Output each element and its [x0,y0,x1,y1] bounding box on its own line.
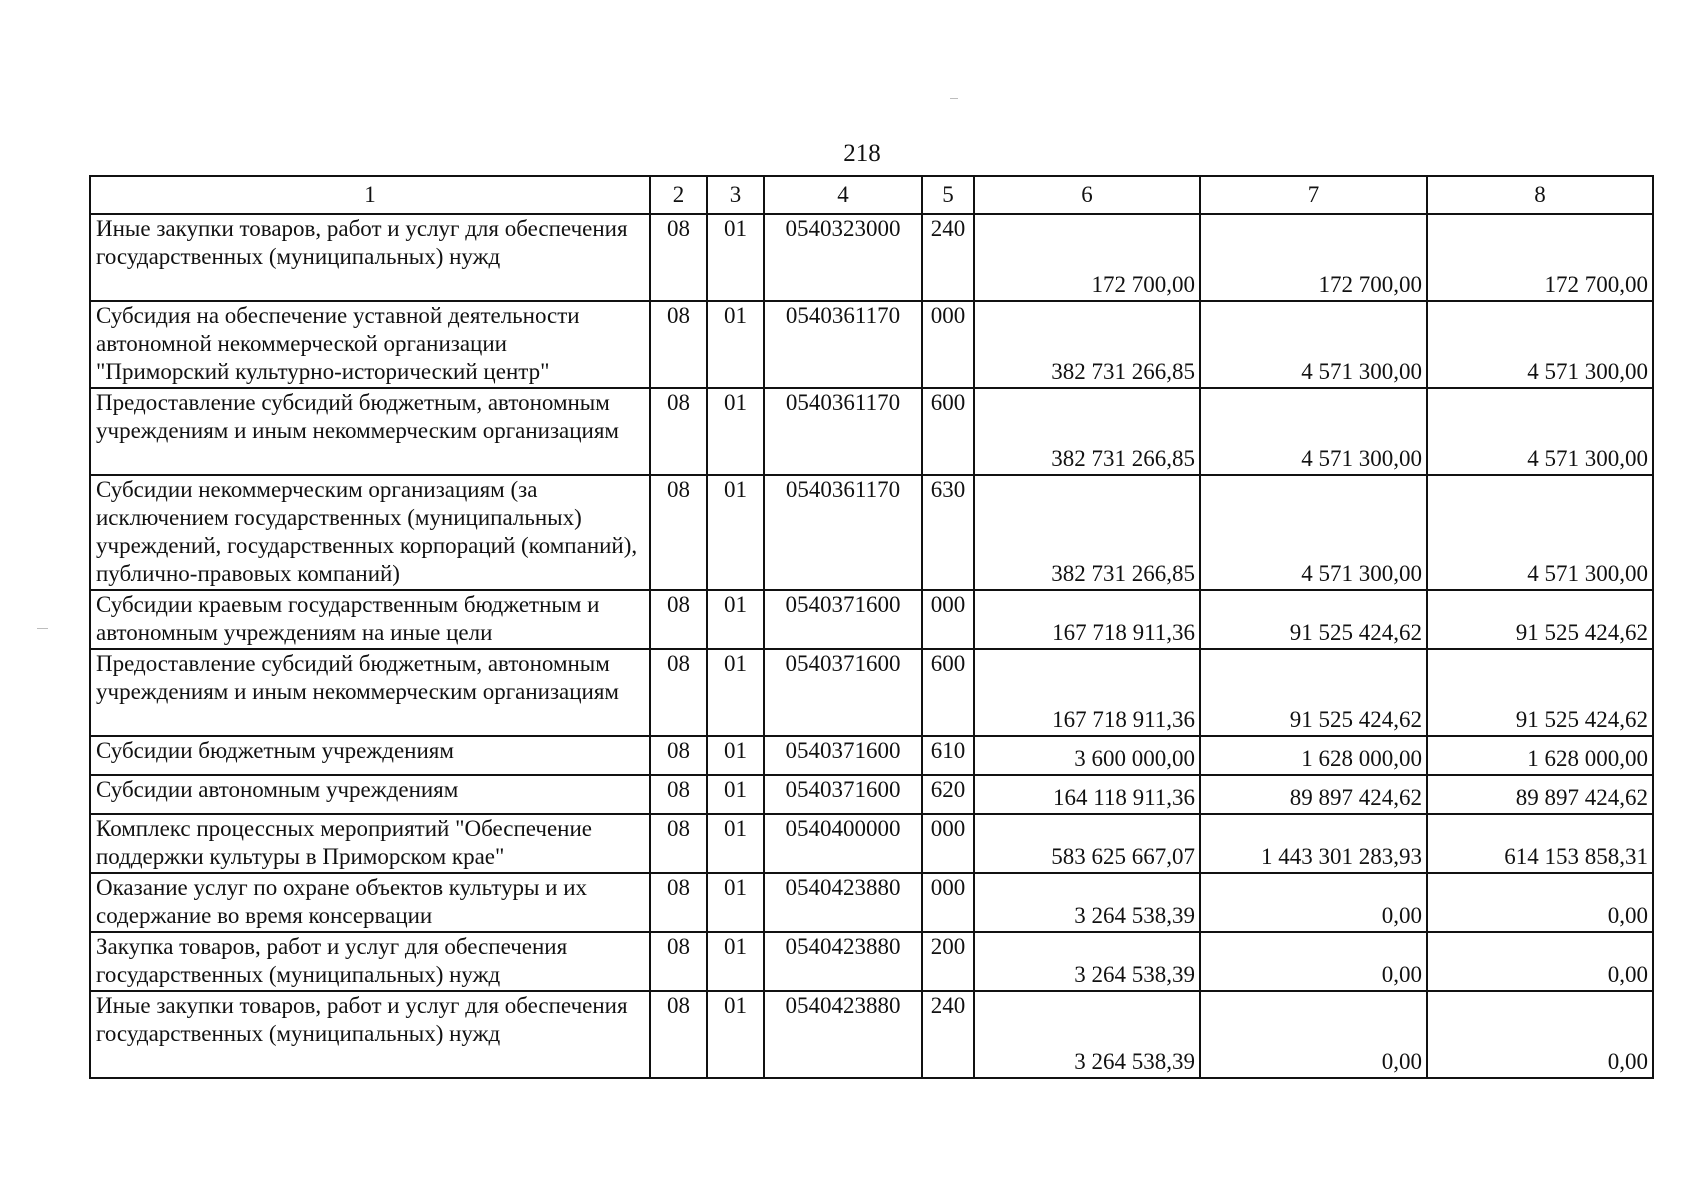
row-section-code: 08 [650,301,707,388]
row-target-code: 0540400000 [764,814,922,873]
row-expense-type-code: 000 [922,873,974,932]
table-row [90,932,1653,991]
row-name: Субсидии автономным учреждениям [90,775,650,814]
row-amount-col6: 172 700,00 [974,214,1200,301]
row-amount-col7: 91 525 424,62 [1200,649,1427,736]
row-subsection-code: 01 [707,991,764,1078]
column-header: 1 [90,176,650,214]
row-amount-col7: 4 571 300,00 [1200,301,1427,388]
column-header: 8 [1427,176,1653,214]
row-subsection-code: 01 [707,301,764,388]
margin-mark-top [950,98,958,99]
row-target-code: 0540371600 [764,590,922,649]
table-row [90,814,1653,873]
row-target-code: 0540371600 [764,736,922,775]
row-amount-col6: 167 718 911,36 [974,649,1200,736]
row-section-code: 08 [650,873,707,932]
row-target-code: 0540361170 [764,301,922,388]
row-section-code: 08 [650,475,707,590]
row-amount-col7: 1 443 301 283,93 [1200,814,1427,873]
row-subsection-code: 01 [707,214,764,301]
row-target-code: 0540361170 [764,388,922,475]
row-target-code: 0540361170 [764,475,922,590]
row-amount-col8: 0,00 [1427,873,1653,932]
column-number-row [90,176,1653,214]
row-target-code: 0540371600 [764,775,922,814]
row-expense-type-code: 600 [922,649,974,736]
row-subsection-code: 01 [707,736,764,775]
table-row [90,991,1653,1078]
column-header: 7 [1200,176,1427,214]
row-target-code: 0540323000 [764,214,922,301]
row-amount-col6: 3 264 538,39 [974,991,1200,1078]
row-expense-type-code: 240 [922,991,974,1078]
row-amount-col7: 89 897 424,62 [1200,775,1427,814]
row-amount-col7: 4 571 300,00 [1200,388,1427,475]
row-name: Субсидии некоммерческим организациям (за исключением государственных (муниципальных) учреждений, государственных корпораций (компаний), публично-правовых компаний) [90,475,650,590]
row-subsection-code: 01 [707,649,764,736]
row-name: Иные закупки товаров, работ и услуг для обеспечения государственных (муниципальных) нужд [90,214,650,301]
row-amount-col8: 91 525 424,62 [1427,590,1653,649]
row-amount-col8: 614 153 858,31 [1427,814,1653,873]
row-section-code: 08 [650,932,707,991]
row-name: Комплекс процессных мероприятий "Обеспечение поддержки культуры в Приморском крае" [90,814,650,873]
row-amount-col8: 4 571 300,00 [1427,388,1653,475]
column-header: 3 [707,176,764,214]
row-subsection-code: 01 [707,873,764,932]
row-amount-col8: 4 571 300,00 [1427,301,1653,388]
row-subsection-code: 01 [707,932,764,991]
row-target-code: 0540423880 [764,932,922,991]
row-amount-col6: 382 731 266,85 [974,475,1200,590]
row-expense-type-code: 000 [922,814,974,873]
row-section-code: 08 [650,775,707,814]
column-header: 6 [974,176,1200,214]
row-section-code: 08 [650,388,707,475]
row-name: Субсидия на обеспечение уставной деятельности автономной некоммерческой организации "Приморский культурно-исторический центр" [90,301,650,388]
row-amount-col7: 4 571 300,00 [1200,475,1427,590]
row-expense-type-code: 610 [922,736,974,775]
row-name: Предоставление субсидий бюджетным, автономным учреждениям и иным некоммерческим организациям [90,649,650,736]
row-amount-col6: 382 731 266,85 [974,388,1200,475]
row-section-code: 08 [650,736,707,775]
table-row [90,775,1653,814]
table-row [90,214,1653,301]
row-amount-col7: 172 700,00 [1200,214,1427,301]
row-subsection-code: 01 [707,388,764,475]
row-expense-type-code: 000 [922,590,974,649]
row-amount-col8: 89 897 424,62 [1427,775,1653,814]
row-target-code: 0540423880 [764,873,922,932]
row-amount-col6: 3 264 538,39 [974,932,1200,991]
row-target-code: 0540371600 [764,649,922,736]
row-section-code: 08 [650,991,707,1078]
row-amount-col8: 4 571 300,00 [1427,475,1653,590]
table-row [90,736,1653,775]
row-subsection-code: 01 [707,475,764,590]
row-amount-col8: 91 525 424,62 [1427,649,1653,736]
row-section-code: 08 [650,214,707,301]
row-expense-type-code: 600 [922,388,974,475]
row-expense-type-code: 200 [922,932,974,991]
row-amount-col8: 172 700,00 [1427,214,1653,301]
budget-table [89,175,1654,1079]
row-expense-type-code: 240 [922,214,974,301]
row-amount-col7: 0,00 [1200,873,1427,932]
row-section-code: 08 [650,590,707,649]
row-amount-col8: 1 628 000,00 [1427,736,1653,775]
row-expense-type-code: 620 [922,775,974,814]
row-amount-col6: 382 731 266,85 [974,301,1200,388]
row-section-code: 08 [650,649,707,736]
row-subsection-code: 01 [707,775,764,814]
row-section-code: 08 [650,814,707,873]
row-amount-col6: 167 718 911,36 [974,590,1200,649]
column-header: 5 [922,176,974,214]
table-row [90,301,1653,388]
row-target-code: 0540423880 [764,991,922,1078]
row-amount-col6: 3 264 538,39 [974,873,1200,932]
row-amount-col6: 583 625 667,07 [974,814,1200,873]
row-name: Субсидии краевым государственным бюджетным и автономным учреждениям на иные цели [90,590,650,649]
row-name: Предоставление субсидий бюджетным, автономным учреждениям и иным некоммерческим организациям [90,388,650,475]
table-row [90,649,1653,736]
table-row [90,590,1653,649]
row-amount-col7: 1 628 000,00 [1200,736,1427,775]
row-name: Закупка товаров, работ и услуг для обеспечения государственных (муниципальных) нужд [90,932,650,991]
row-name: Оказание услуг по охране объектов культуры и их содержание во время консервации [90,873,650,932]
table-row [90,475,1653,590]
row-amount-col7: 0,00 [1200,991,1427,1078]
margin-mark-left [37,628,48,629]
row-amount-col6: 164 118 911,36 [974,775,1200,814]
column-header: 2 [650,176,707,214]
row-amount-col8: 0,00 [1427,991,1653,1078]
column-header: 4 [764,176,922,214]
row-amount-col6: 3 600 000,00 [974,736,1200,775]
row-expense-type-code: 630 [922,475,974,590]
row-name: Субсидии бюджетным учреждениям [90,736,650,775]
row-expense-type-code: 000 [922,301,974,388]
page-number: 218 [843,140,881,167]
row-amount-col7: 91 525 424,62 [1200,590,1427,649]
table-body [90,176,1653,1078]
table-row [90,873,1653,932]
row-name: Иные закупки товаров, работ и услуг для обеспечения государственных (муниципальных) нужд [90,991,650,1078]
table-row [90,388,1653,475]
row-subsection-code: 01 [707,590,764,649]
row-amount-col8: 0,00 [1427,932,1653,991]
row-subsection-code: 01 [707,814,764,873]
row-amount-col7: 0,00 [1200,932,1427,991]
